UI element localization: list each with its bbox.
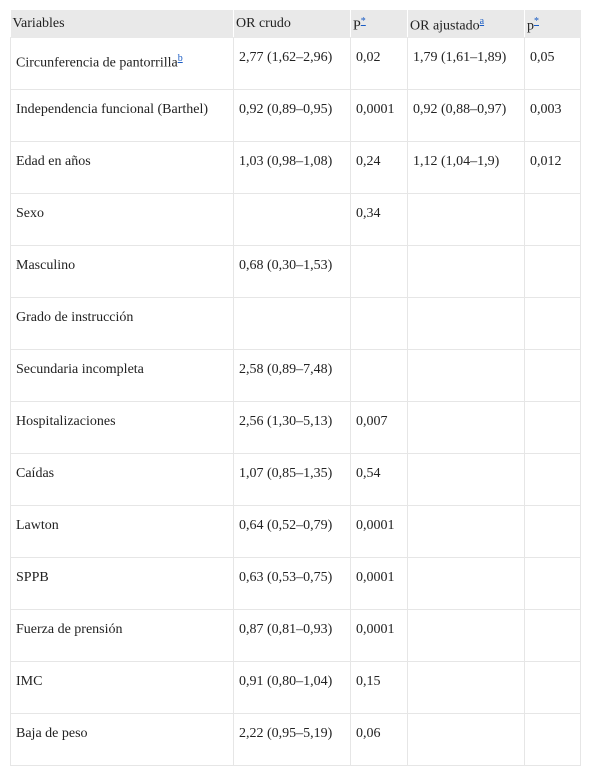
cell-or-ajustado bbox=[408, 557, 525, 609]
cell-or-ajustado bbox=[408, 89, 525, 141]
cell-variable-text: IMC bbox=[16, 673, 43, 689]
cell-variable-text: Lawton bbox=[16, 517, 59, 533]
cell-p-crudo-text: 0,02 bbox=[356, 49, 381, 65]
cell-or-crudo bbox=[234, 557, 351, 609]
cell-or-ajustado bbox=[408, 453, 525, 505]
cell-variable-text: Sexo bbox=[16, 205, 44, 221]
cell-or-ajustado-text: 1,12 (1,04–1,9) bbox=[413, 153, 500, 169]
cell-p-ajustado-text: 0,003 bbox=[530, 101, 562, 117]
cell-variable-text: SPPB bbox=[16, 569, 49, 585]
cell-variable-text: Independencia funcional (Barthel) bbox=[16, 101, 209, 117]
cell-or-crudo-text: 1,07 (0,85–1,35) bbox=[239, 465, 333, 481]
table-row bbox=[11, 661, 581, 713]
footnote-link[interactable]: * bbox=[360, 16, 366, 27]
cell-variable-text: Baja de peso bbox=[16, 725, 88, 741]
cell-or-crudo-text: 0,91 (0,80–1,04) bbox=[239, 673, 333, 689]
cell-p-ajustado-text: 0,012 bbox=[530, 153, 562, 169]
header-or-ajustado bbox=[408, 10, 525, 37]
cell-p-ajustado bbox=[525, 557, 581, 609]
cell-p-crudo bbox=[351, 245, 408, 297]
cell-variable bbox=[11, 89, 234, 141]
cell-or-crudo-text: 2,58 (0,89–7,48) bbox=[239, 361, 333, 377]
cell-or-crudo-text: 0,92 (0,89–0,95) bbox=[239, 101, 333, 117]
cell-or-crudo-text: 2,22 (0,95–5,19) bbox=[239, 725, 333, 741]
cell-p-ajustado bbox=[525, 89, 581, 141]
cell-variable bbox=[11, 505, 234, 557]
cell-or-crudo bbox=[234, 193, 351, 245]
table-row bbox=[11, 453, 581, 505]
cell-or-crudo bbox=[234, 141, 351, 193]
cell-p-crudo-text: 0,15 bbox=[356, 673, 381, 689]
cell-variable-text: Caídas bbox=[16, 465, 55, 481]
cell-variable-text: Circunferencia de pantorrilla bbox=[16, 55, 178, 71]
cell-variable bbox=[11, 141, 234, 193]
cell-or-ajustado bbox=[408, 505, 525, 557]
header-label: OR crudo bbox=[236, 15, 291, 31]
cell-or-ajustado bbox=[408, 37, 525, 89]
cell-p-crudo bbox=[351, 193, 408, 245]
cell-p-ajustado-text: 0,05 bbox=[530, 49, 555, 65]
header-p-crudo bbox=[351, 10, 408, 37]
table-row bbox=[11, 193, 581, 245]
cell-or-ajustado bbox=[408, 245, 525, 297]
results-table bbox=[10, 10, 581, 766]
cell-or-crudo bbox=[234, 37, 351, 89]
cell-p-ajustado bbox=[525, 453, 581, 505]
cell-p-crudo bbox=[351, 349, 408, 401]
cell-p-ajustado bbox=[525, 609, 581, 661]
header-label: OR ajustado bbox=[410, 18, 480, 34]
results-table-container bbox=[10, 10, 580, 766]
cell-p-crudo bbox=[351, 89, 408, 141]
cell-p-crudo bbox=[351, 141, 408, 193]
cell-or-crudo-text: 0,87 (0,81–0,93) bbox=[239, 621, 333, 637]
cell-p-ajustado bbox=[525, 37, 581, 89]
cell-or-crudo-text: 1,03 (0,98–1,08) bbox=[239, 153, 333, 169]
table-body bbox=[11, 37, 581, 765]
cell-or-crudo bbox=[234, 609, 351, 661]
cell-or-ajustado bbox=[408, 193, 525, 245]
cell-or-crudo-text: 2,56 (1,30–5,13) bbox=[239, 413, 333, 429]
cell-or-ajustado-text: 0,92 (0,88–0,97) bbox=[413, 101, 507, 117]
cell-p-ajustado bbox=[525, 245, 581, 297]
cell-p-crudo bbox=[351, 453, 408, 505]
header-or-crudo bbox=[234, 10, 351, 37]
cell-p-ajustado bbox=[525, 713, 581, 765]
cell-or-ajustado bbox=[408, 297, 525, 349]
cell-or-ajustado bbox=[408, 349, 525, 401]
cell-variable bbox=[11, 661, 234, 713]
cell-p-crudo-text: 0,54 bbox=[356, 465, 381, 481]
cell-variable bbox=[11, 245, 234, 297]
table-row bbox=[11, 245, 581, 297]
cell-variable bbox=[11, 297, 234, 349]
table-row bbox=[11, 713, 581, 765]
cell-or-ajustado bbox=[408, 401, 525, 453]
cell-p-crudo-text: 0,06 bbox=[356, 725, 381, 741]
cell-p-ajustado bbox=[525, 141, 581, 193]
cell-or-crudo-text: 0,63 (0,53–0,75) bbox=[239, 569, 333, 585]
footnote-link[interactable]: a bbox=[479, 16, 485, 27]
cell-variable bbox=[11, 713, 234, 765]
cell-variable-text: Fuerza de prensión bbox=[16, 621, 123, 637]
cell-or-crudo-text: 0,68 (0,30–1,53) bbox=[239, 257, 333, 273]
table-row bbox=[11, 37, 581, 89]
cell-p-ajustado bbox=[525, 505, 581, 557]
cell-p-ajustado bbox=[525, 401, 581, 453]
cell-or-crudo-text: 0,64 (0,52–0,79) bbox=[239, 517, 333, 533]
cell-variable bbox=[11, 401, 234, 453]
cell-or-crudo-text: 2,77 (1,62–2,96) bbox=[239, 49, 333, 65]
cell-p-crudo bbox=[351, 297, 408, 349]
table-row bbox=[11, 557, 581, 609]
cell-or-crudo bbox=[234, 401, 351, 453]
table-row bbox=[11, 401, 581, 453]
cell-variable-text: Grado de instrucción bbox=[16, 309, 134, 325]
header-row bbox=[11, 10, 581, 37]
cell-or-crudo bbox=[234, 349, 351, 401]
table-header bbox=[11, 10, 581, 37]
cell-p-crudo-text: 0,0001 bbox=[356, 101, 395, 117]
cell-p-ajustado bbox=[525, 193, 581, 245]
cell-or-crudo bbox=[234, 297, 351, 349]
cell-or-crudo bbox=[234, 661, 351, 713]
table-row bbox=[11, 141, 581, 193]
cell-or-ajustado bbox=[408, 141, 525, 193]
cell-variable-text: Hospitalizaciones bbox=[16, 413, 116, 429]
cell-p-crudo bbox=[351, 609, 408, 661]
cell-or-crudo bbox=[234, 713, 351, 765]
table-row bbox=[11, 505, 581, 557]
cell-p-crudo-text: 0,0001 bbox=[356, 517, 395, 533]
header-label: p bbox=[527, 18, 534, 34]
cell-p-crudo-text: 0,34 bbox=[356, 205, 381, 221]
cell-variable-text: Secundaria incompleta bbox=[16, 361, 144, 377]
table-row bbox=[11, 89, 581, 141]
cell-p-crudo-text: 0,007 bbox=[356, 413, 388, 429]
footnote-link[interactable]: b bbox=[177, 52, 183, 64]
table-row bbox=[11, 349, 581, 401]
cell-p-crudo bbox=[351, 661, 408, 713]
cell-p-crudo-text: 0,0001 bbox=[356, 621, 395, 637]
cell-variable bbox=[11, 349, 234, 401]
cell-p-crudo bbox=[351, 505, 408, 557]
cell-p-crudo-text: 0,0001 bbox=[356, 569, 395, 585]
cell-p-ajustado bbox=[525, 297, 581, 349]
cell-or-crudo bbox=[234, 89, 351, 141]
cell-p-crudo bbox=[351, 37, 408, 89]
cell-or-crudo bbox=[234, 245, 351, 297]
cell-variable bbox=[11, 453, 234, 505]
cell-or-ajustado bbox=[408, 661, 525, 713]
cell-or-crudo bbox=[234, 453, 351, 505]
cell-p-crudo bbox=[351, 713, 408, 765]
cell-p-crudo-text: 0,24 bbox=[356, 153, 381, 169]
header-label: P bbox=[353, 18, 361, 34]
cell-or-ajustado-text: 1,79 (1,61–1,89) bbox=[413, 49, 507, 65]
footnote-link[interactable]: * bbox=[534, 16, 539, 27]
cell-variable bbox=[11, 193, 234, 245]
header-p-ajustado bbox=[525, 10, 581, 37]
cell-p-ajustado bbox=[525, 349, 581, 401]
cell-variable bbox=[11, 609, 234, 661]
table-row bbox=[11, 297, 581, 349]
cell-variable bbox=[11, 557, 234, 609]
header-variables bbox=[11, 10, 234, 37]
cell-or-crudo bbox=[234, 505, 351, 557]
cell-p-ajustado bbox=[525, 661, 581, 713]
cell-p-crudo bbox=[351, 557, 408, 609]
cell-or-ajustado bbox=[408, 713, 525, 765]
cell-variable-text: Masculino bbox=[16, 257, 76, 273]
header-label: Variables bbox=[12, 15, 65, 31]
cell-variable bbox=[11, 37, 234, 89]
cell-or-ajustado bbox=[408, 609, 525, 661]
cell-variable-text: Edad en años bbox=[16, 153, 91, 169]
cell-p-crudo bbox=[351, 401, 408, 453]
table-row bbox=[11, 609, 581, 661]
